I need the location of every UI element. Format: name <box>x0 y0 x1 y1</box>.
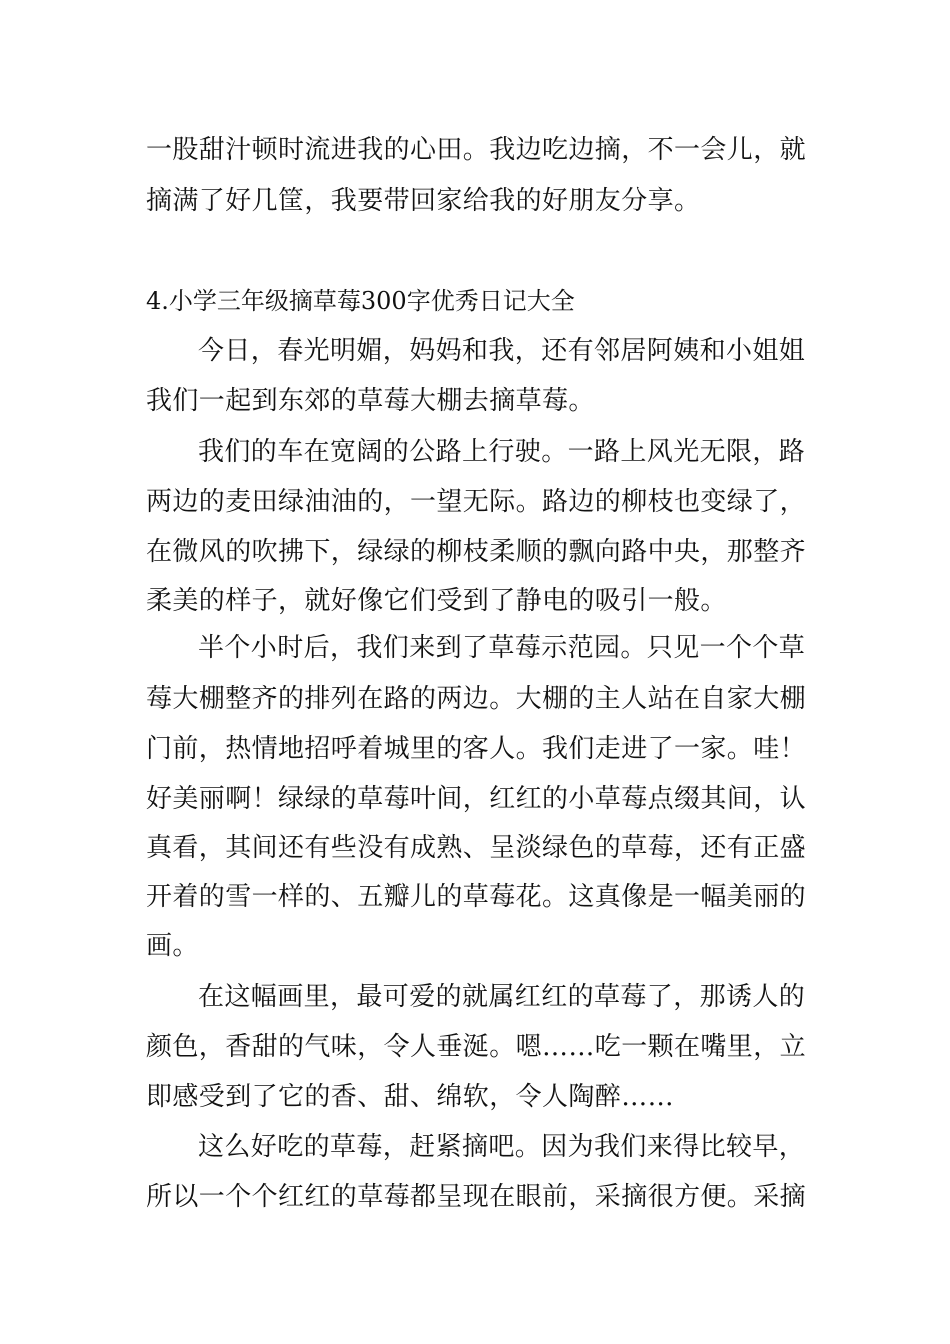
paragraph-3-line: 开着的雪一样的、五瓣儿的草莓花。这真像是一幅美丽的 <box>146 882 807 912</box>
section-heading: 4.小学三年级摘草莓300字优秀日记大全 <box>146 287 575 315</box>
paragraph-2-line: 柔美的样子，就好像它们受到了静电的吸引一般。 <box>146 586 727 616</box>
paragraph-5-line: 所以一个个红红的草莓都呈现在眼前，采摘很方便。采摘 <box>146 1182 807 1212</box>
paragraph-3-line: 半个小时后，我们来到了草莓示范园。只见一个个草 <box>198 633 806 663</box>
paragraph-4-line: 在这幅画里，最可爱的就属红红的草莓了，那诱人的 <box>198 982 806 1012</box>
paragraph-5-line: 这么好吃的草莓，赶紧摘吧。因为我们来得比较早， <box>198 1132 806 1162</box>
paragraph-4-line: 即感受到了它的香、甜、绵软，令人陶醉…… <box>146 1082 675 1112</box>
paragraph-2-line: 两边的麦田绿油油的，一望无际。路边的柳枝也变绿了， <box>146 487 807 517</box>
paragraph-2-line: 我们的车在宽阔的公路上行驶。一路上风光无限，路 <box>198 437 806 467</box>
paragraph-3-line: 好美丽啊！绿绿的草莓叶间，红红的小草莓点缀其间，认 <box>146 784 807 814</box>
body-text-line: 一股甜汁顿时流进我的心田。我边吃边摘，不一会儿，就 <box>146 135 807 165</box>
paragraph-4-line: 颜色，香甜的气味，令人垂涎。嗯……吃一颗在嘴里，立 <box>146 1032 807 1062</box>
paragraph-3-line: 莓大棚整齐的排列在路的两边。大棚的主人站在自家大棚 <box>146 684 807 714</box>
body-text-line: 摘满了好几筐，我要带回家给我的好朋友分享。 <box>146 186 701 216</box>
paragraph-1-line: 我们一起到东郊的草莓大棚去摘草莓。 <box>146 386 595 416</box>
paragraph-1-line: 今日，春光明媚，妈妈和我，还有邻居阿姨和小姐姐 <box>198 336 806 366</box>
paragraph-3-line: 门前，热情地招呼着城里的客人。我们走进了一家。哇！ <box>146 734 807 764</box>
paragraph-2-line: 在微风的吹拂下，绿绿的柳枝柔顺的飘向路中央，那整齐 <box>146 537 807 567</box>
paragraph-3-line: 画。 <box>146 931 199 961</box>
paragraph-3-line: 真看，其间还有些没有成熟、呈淡绿色的草莓，还有正盛 <box>146 833 807 863</box>
